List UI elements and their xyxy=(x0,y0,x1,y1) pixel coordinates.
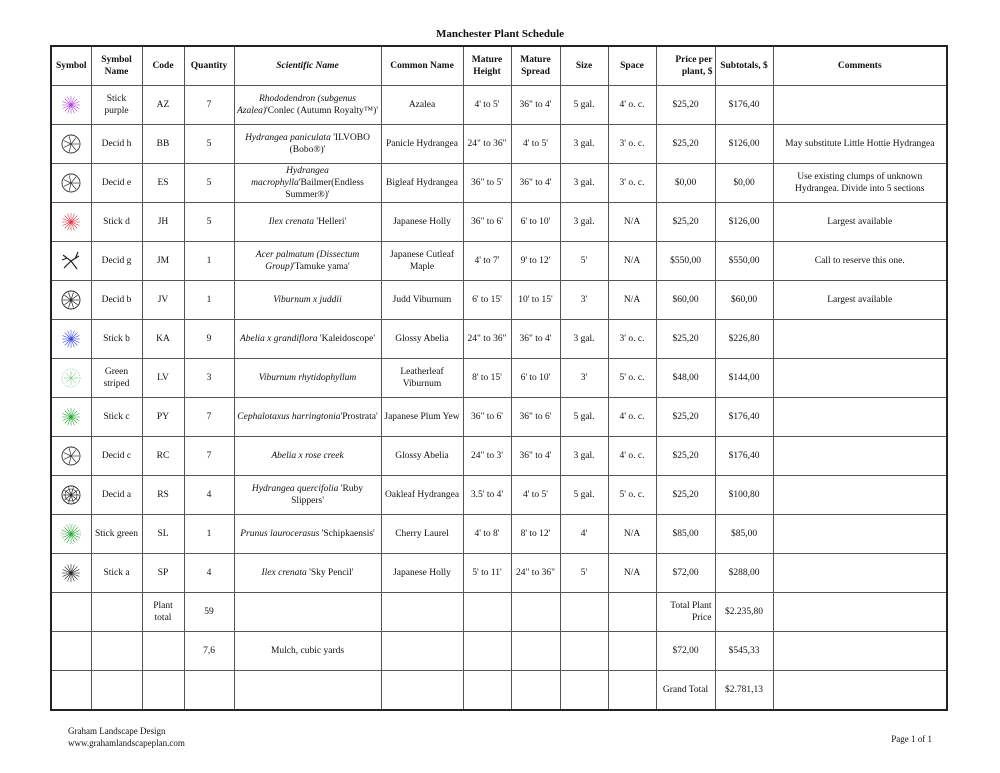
mature-spread: 6' to 10' xyxy=(511,202,560,241)
common-name: Japanese Cutleaf Maple xyxy=(381,241,463,280)
subtotal: $100,80 xyxy=(715,475,773,514)
mature-height: 36" to 5' xyxy=(463,163,511,202)
scientific-name-italic: Ilex crenata xyxy=(268,216,315,227)
header-symbol-name: Symbol Name xyxy=(91,46,142,86)
header-size: Size xyxy=(560,46,608,86)
header-common-name: Common Name xyxy=(381,46,463,86)
scientific-name-italic: Hydrangea quercifolia xyxy=(251,483,339,494)
common-name: Japanese Plum Yew xyxy=(381,397,463,436)
common-name: Oakleaf Hydrangea xyxy=(381,475,463,514)
common-name: Leatherleaf Viburnum xyxy=(381,358,463,397)
plant-schedule-table xyxy=(50,45,948,711)
subtotal: $176,40 xyxy=(715,436,773,475)
symbol-name: Stick purple xyxy=(91,86,142,125)
comments: Largest available xyxy=(773,202,947,241)
scientific-name-italic: Hydrangea macrophylla xyxy=(251,165,329,188)
space: 3' o. c. xyxy=(608,319,656,358)
scientific-name xyxy=(234,475,381,514)
common-name: Glossy Abelia xyxy=(381,319,463,358)
space: N/A xyxy=(608,280,656,319)
mature-height: 4' to 8' xyxy=(463,514,511,553)
header-scientific-name: Scientific Name xyxy=(234,46,381,86)
symbol-cell xyxy=(51,124,91,163)
subtotal: $176,40 xyxy=(715,86,773,125)
header-price-per-plant: Price per plant, $ xyxy=(656,46,715,86)
mature-height: 5' to 11' xyxy=(463,553,511,592)
scientific-name-italic: Viburnum rhytidophyllum xyxy=(258,372,357,383)
comments xyxy=(773,475,947,514)
header-symbol: Symbol xyxy=(51,46,91,86)
subtotal: $126,00 xyxy=(715,202,773,241)
scientific-name xyxy=(234,163,381,202)
symbol-name: Stick d xyxy=(91,202,142,241)
plant-code: SL xyxy=(142,514,184,553)
mature-height: 8' to 15' xyxy=(463,358,511,397)
scientific-name-italic: Abelia x rose creek xyxy=(271,450,344,461)
mature-spread: 36" to 4' xyxy=(511,86,560,125)
subtotal: $60,00 xyxy=(715,280,773,319)
cultivar-name: 'ILVOBO (Bobo®)' xyxy=(289,132,370,155)
symbol-cell xyxy=(51,397,91,436)
mature-height: 24" to 36" xyxy=(463,319,511,358)
size: 3 gal. xyxy=(560,163,608,202)
size: 5' xyxy=(560,553,608,592)
common-name: Bigleaf Hydrangea xyxy=(381,163,463,202)
subtotal: $0,00 xyxy=(715,163,773,202)
mature-spread: 9' to 12' xyxy=(511,241,560,280)
comments xyxy=(773,514,947,553)
table-row xyxy=(51,319,947,358)
comments xyxy=(773,319,947,358)
table-row xyxy=(51,436,947,475)
symbol-cell xyxy=(51,358,91,397)
symbol-name: Stick c xyxy=(91,397,142,436)
table-row xyxy=(51,202,947,241)
scientific-name xyxy=(234,514,381,553)
company-website: www.grahamlandscapeplan.com xyxy=(68,738,185,748)
deciduous-h-symbol-icon xyxy=(54,133,89,155)
cultivar-name: 'Sky Pencil' xyxy=(306,567,354,578)
plant-code: ES xyxy=(142,163,184,202)
plant-code: JV xyxy=(142,280,184,319)
space: 5' o. c. xyxy=(608,358,656,397)
table-row xyxy=(51,514,947,553)
symbol-name: Decid c xyxy=(91,436,142,475)
footer-company xyxy=(68,725,185,749)
mature-height: 4' to 7' xyxy=(463,241,511,280)
grand-total-row xyxy=(51,670,947,710)
stick-green-symbol-icon xyxy=(54,523,89,545)
quantity: 5 xyxy=(184,124,234,163)
symbol-name: Decid b xyxy=(91,280,142,319)
space: N/A xyxy=(608,241,656,280)
symbol-name: Decid h xyxy=(91,124,142,163)
plant-code: SP xyxy=(142,553,184,592)
table-row xyxy=(51,241,947,280)
header-mature-spread: Mature Spread xyxy=(511,46,560,86)
space: N/A xyxy=(608,202,656,241)
mature-spread: 10' to 15' xyxy=(511,280,560,319)
header-subtotals: Subtotals, $ xyxy=(715,46,773,86)
symbol-cell xyxy=(51,202,91,241)
symbol-cell xyxy=(51,241,91,280)
price-per-plant: $72,00 xyxy=(656,553,715,592)
scientific-name xyxy=(234,86,381,125)
symbol-name: Stick a xyxy=(91,553,142,592)
cultivar-name: 'Conlec (Autumn Royalty™)' xyxy=(266,105,378,116)
deciduous-a-symbol-icon xyxy=(54,484,89,506)
plant-code: BB xyxy=(142,124,184,163)
scientific-name-italic: Cephalotaxus harringtonia xyxy=(237,411,341,422)
starburst-red-symbol-icon xyxy=(54,211,89,233)
starburst-green-symbol-icon xyxy=(54,406,89,428)
comments xyxy=(773,436,947,475)
subtotal: $144,00 xyxy=(715,358,773,397)
cultivar-name: 'Bailmer(Endless Summer®)' xyxy=(285,177,364,200)
cultivar-name: 'Prostrata' xyxy=(340,411,378,422)
quantity: 1 xyxy=(184,241,234,280)
plant-code: JM xyxy=(142,241,184,280)
symbol-cell xyxy=(51,86,91,125)
header-space: Space xyxy=(608,46,656,86)
deciduous-b-symbol-icon xyxy=(54,289,89,311)
header-mature-height: Mature Height xyxy=(463,46,511,86)
quantity: 9 xyxy=(184,319,234,358)
price-per-plant: $25,20 xyxy=(656,397,715,436)
mature-height: 36" to 6' xyxy=(463,202,511,241)
common-name: Glossy Abelia xyxy=(381,436,463,475)
scientific-name-italic: Prunus laurocerasus xyxy=(240,528,320,539)
scientific-name-italic: Abelia x grandiflora xyxy=(239,333,318,344)
mature-height: 6' to 15' xyxy=(463,280,511,319)
scientific-name xyxy=(234,124,381,163)
space: 5' o. c. xyxy=(608,475,656,514)
scientific-name xyxy=(234,319,381,358)
cultivar-name: 'Tamuke yama' xyxy=(292,261,350,272)
mature-spread: 36" to 4' xyxy=(511,163,560,202)
comments xyxy=(773,553,947,592)
plant-total-row xyxy=(51,592,947,631)
scientific-name xyxy=(234,280,381,319)
company-name: Graham Landscape Design xyxy=(68,726,166,736)
symbol-name: Decid g xyxy=(91,241,142,280)
mulch-price: $72,00 xyxy=(656,631,715,670)
table-header-row xyxy=(51,46,947,86)
symbol-name: Stick b xyxy=(91,319,142,358)
common-name: Panicle Hydrangea xyxy=(381,124,463,163)
comments xyxy=(773,397,947,436)
starburst-purple-symbol-icon xyxy=(54,94,89,116)
plant-code: RC xyxy=(142,436,184,475)
size: 5 gal. xyxy=(560,475,608,514)
price-per-plant: $550,00 xyxy=(656,241,715,280)
plant-code: KA xyxy=(142,319,184,358)
common-name: Judd Viburnum xyxy=(381,280,463,319)
header-quantity: Quantity xyxy=(184,46,234,86)
mulch-row xyxy=(51,631,947,670)
mature-height: 3.5' to 4' xyxy=(463,475,511,514)
plant-code: AZ xyxy=(142,86,184,125)
plant-code: JH xyxy=(142,202,184,241)
price-per-plant: $85,00 xyxy=(656,514,715,553)
comments xyxy=(773,86,947,125)
size: 5 gal. xyxy=(560,397,608,436)
mature-height: 36" to 6' xyxy=(463,397,511,436)
quantity: 5 xyxy=(184,163,234,202)
mulch-quantity: 7,6 xyxy=(184,631,234,670)
size: 5 gal. xyxy=(560,86,608,125)
mulch-label: Mulch, cubic yards xyxy=(234,631,381,670)
mature-spread: 4' to 5' xyxy=(511,475,560,514)
subtotal: $126,00 xyxy=(715,124,773,163)
scientific-name-italic: Viburnum x juddii xyxy=(273,294,342,305)
mature-spread: 24" to 36" xyxy=(511,553,560,592)
symbol-cell xyxy=(51,475,91,514)
total-plant-price-label: Total Plant Price xyxy=(656,592,715,631)
space: N/A xyxy=(608,553,656,592)
quantity: 1 xyxy=(184,280,234,319)
deciduous-c-symbol-icon xyxy=(54,445,89,467)
space: N/A xyxy=(608,514,656,553)
starburst-black-symbol-icon xyxy=(54,562,89,584)
common-name: Cherry Laurel xyxy=(381,514,463,553)
scientific-name-italic: Acer palmatum (Dissectum Group) xyxy=(255,249,360,272)
scientific-name xyxy=(234,358,381,397)
scientific-name xyxy=(234,553,381,592)
mature-spread: 36" to 6' xyxy=(511,397,560,436)
green-striped-symbol-icon xyxy=(54,367,89,389)
symbol-name: Decid e xyxy=(91,163,142,202)
starburst-blue-symbol-icon xyxy=(54,328,89,350)
quantity: 4 xyxy=(184,475,234,514)
quantity: 7 xyxy=(184,86,234,125)
price-per-plant: $0,00 xyxy=(656,163,715,202)
quantity: 5 xyxy=(184,202,234,241)
plant-total-label: Plant total xyxy=(142,592,184,631)
mature-spread: 8' to 12' xyxy=(511,514,560,553)
symbol-name: Stick green xyxy=(91,514,142,553)
mature-spread: 4' to 5' xyxy=(511,124,560,163)
space: 4' o. c. xyxy=(608,436,656,475)
plant-code: LV xyxy=(142,358,184,397)
grand-total-label: Grand Total xyxy=(656,670,715,710)
mature-spread: 36" to 4' xyxy=(511,319,560,358)
mature-spread: 36" to 4' xyxy=(511,436,560,475)
cultivar-name: 'Kaleidoscope' xyxy=(317,333,376,344)
quantity: 4 xyxy=(184,553,234,592)
subtotal: $550,00 xyxy=(715,241,773,280)
table-row xyxy=(51,163,947,202)
mulch-subtotal: $545,33 xyxy=(715,631,773,670)
deciduous-e-symbol-icon xyxy=(54,172,89,194)
common-name: Japanese Holly xyxy=(381,202,463,241)
plant-code: PY xyxy=(142,397,184,436)
table-row xyxy=(51,475,947,514)
size: 3 gal. xyxy=(560,436,608,475)
price-per-plant: $25,20 xyxy=(656,319,715,358)
header-code: Code xyxy=(142,46,184,86)
page-title: Manchester Plant Schedule xyxy=(435,28,565,40)
size: 3 gal. xyxy=(560,202,608,241)
size: 3' xyxy=(560,358,608,397)
page-number: Page 1 of 1 xyxy=(891,734,932,744)
size: 3 gal. xyxy=(560,319,608,358)
space: 4' o. c. xyxy=(608,397,656,436)
price-per-plant: $25,20 xyxy=(656,124,715,163)
scientific-name-italic: Rhododendron (subgenus Azalea) xyxy=(237,93,356,116)
comments: May substitute Little Hottie Hydrangea xyxy=(773,124,947,163)
table-row xyxy=(51,553,947,592)
symbol-cell xyxy=(51,553,91,592)
comments xyxy=(773,358,947,397)
subtotal: $226,80 xyxy=(715,319,773,358)
space: 4' o. c. xyxy=(608,86,656,125)
table-row xyxy=(51,397,947,436)
cultivar-name: 'Ruby Slippers' xyxy=(291,483,364,506)
scientific-name-italic: Ilex crenata xyxy=(261,567,307,578)
mature-spread: 6' to 10' xyxy=(511,358,560,397)
comments: Largest available xyxy=(773,280,947,319)
deciduous-g-symbol-icon xyxy=(54,250,89,272)
mature-height: 24" to 3' xyxy=(463,436,511,475)
total-plant-price: $2.235,80 xyxy=(715,592,773,631)
mature-height: 4' to 5' xyxy=(463,86,511,125)
size: 3 gal. xyxy=(560,124,608,163)
price-per-plant: $25,20 xyxy=(656,436,715,475)
cultivar-name: 'Helleri' xyxy=(314,216,347,227)
common-name: Japanese Holly xyxy=(381,553,463,592)
table-row xyxy=(51,86,947,125)
table-row xyxy=(51,358,947,397)
symbol-name: Decid a xyxy=(91,475,142,514)
space: 3' o. c. xyxy=(608,124,656,163)
symbol-cell xyxy=(51,163,91,202)
space: 3' o. c. xyxy=(608,163,656,202)
grand-total: $2.781,13 xyxy=(715,670,773,710)
plant-code: RS xyxy=(142,475,184,514)
size: 4' xyxy=(560,514,608,553)
scientific-name xyxy=(234,241,381,280)
price-per-plant: $25,20 xyxy=(656,86,715,125)
common-name: Azalea xyxy=(381,86,463,125)
quantity: 7 xyxy=(184,397,234,436)
quantity: 3 xyxy=(184,358,234,397)
quantity: 1 xyxy=(184,514,234,553)
scientific-name-italic: Hydrangea paniculata xyxy=(245,132,331,143)
price-per-plant: $60,00 xyxy=(656,280,715,319)
cultivar-name: 'Schipkaensis' xyxy=(319,528,375,539)
scientific-name xyxy=(234,436,381,475)
symbol-cell xyxy=(51,280,91,319)
price-per-plant: $48,00 xyxy=(656,358,715,397)
symbol-cell xyxy=(51,436,91,475)
table-row xyxy=(51,280,947,319)
subtotal: $288,00 xyxy=(715,553,773,592)
mature-height: 24" to 36" xyxy=(463,124,511,163)
size: 3' xyxy=(560,280,608,319)
comments: Use existing clumps of unknown Hydrangea. Divide into 5 sections xyxy=(773,163,947,202)
size: 5' xyxy=(560,241,608,280)
plant-total-quantity: 59 xyxy=(184,592,234,631)
subtotal: $176,40 xyxy=(715,397,773,436)
scientific-name xyxy=(234,202,381,241)
quantity: 7 xyxy=(184,436,234,475)
price-per-plant: $25,20 xyxy=(656,475,715,514)
symbol-cell xyxy=(51,319,91,358)
comments: Call to reserve this one. xyxy=(773,241,947,280)
table-row xyxy=(51,124,947,163)
symbol-cell xyxy=(51,514,91,553)
symbol-name: Green striped xyxy=(91,358,142,397)
header-comments: Comments xyxy=(773,46,947,86)
price-per-plant: $25,20 xyxy=(656,202,715,241)
subtotal: $85,00 xyxy=(715,514,773,553)
scientific-name xyxy=(234,397,381,436)
